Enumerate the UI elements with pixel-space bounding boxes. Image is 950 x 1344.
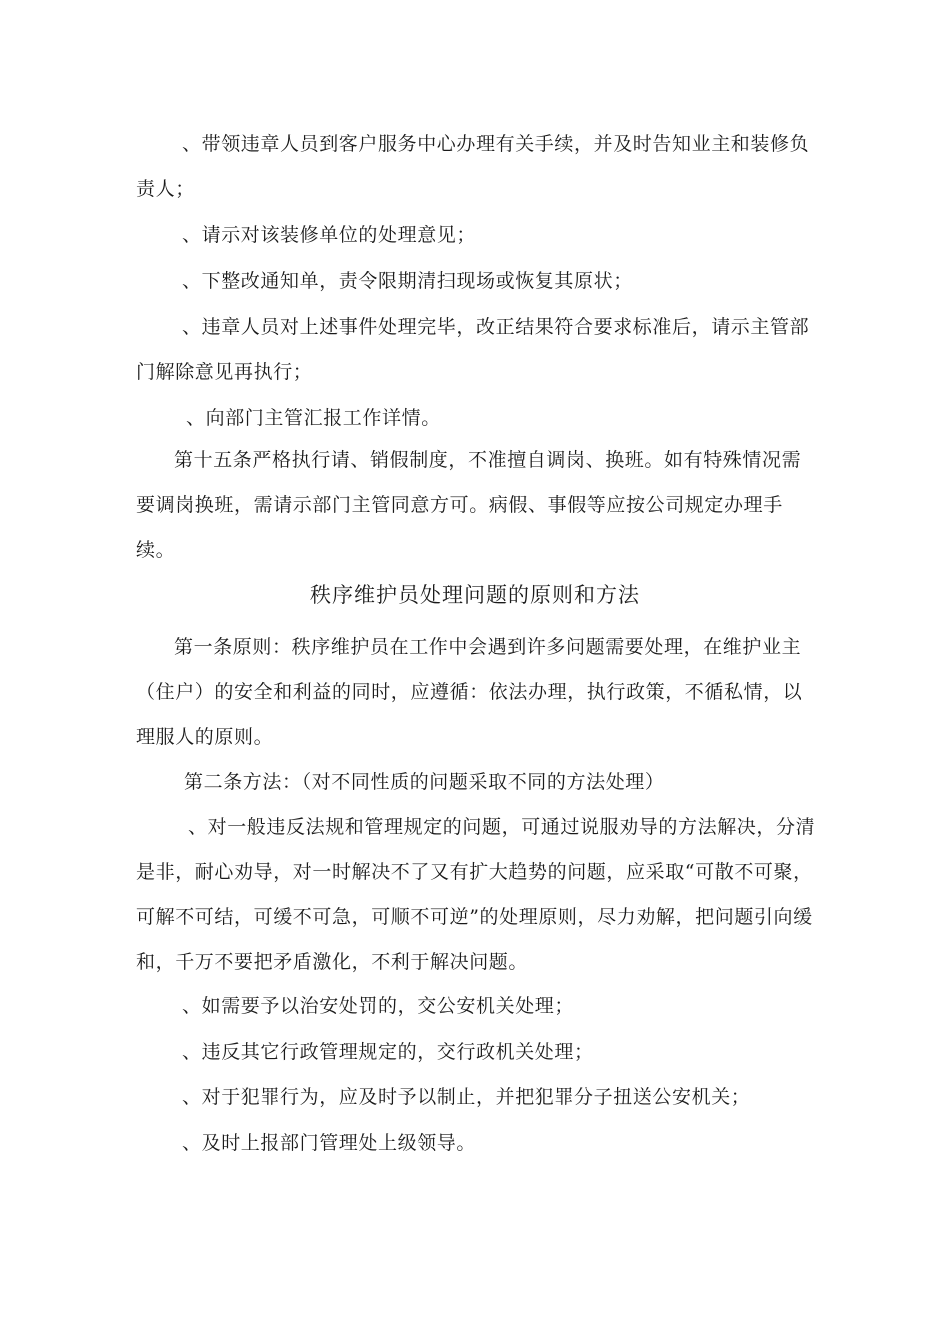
- paragraph-article-2-method: 第二条方法：（对不同性质的问题采取不同的方法处理）: [184, 771, 665, 793]
- paragraph-article-1-principle: 第一条原则：秩序维护员在工作中会遇到许多问题需要处理，在维护业主（住户）的安全和利益的同时，应遵循：依法办理，执行政策，不循私情，以理服人的原则。: [136, 636, 803, 748]
- paragraph-rectification-notice: 、下整改通知单，责令限期清扫现场或恢复其原状；: [182, 270, 633, 292]
- paragraph-request-opinion: 、请示对该装修单位的处理意见；: [182, 224, 477, 246]
- paragraph-report-leadership: 、及时上报部门管理处上级领导。: [182, 1132, 477, 1154]
- paragraph-article-15: 第十五条严格执行请、销假制度，不准擅自调岗、换班。如有特殊情况需要调岗换班，需请示部门主管同意方可。病假、事假等应按公司规定办理手续。: [136, 449, 802, 561]
- paragraph-criminal-acts: 、对于犯罪行为，应及时予以制止，并把犯罪分子扭送公安机关；: [182, 1086, 751, 1108]
- section-title: 秩序维护员处理问题的原则和方法: [310, 583, 640, 607]
- paragraph-public-security-penalty: 、如需要予以治安处罚的，交公安机关处理；: [182, 995, 575, 1017]
- paragraph-report-to-supervisor: 、向部门主管汇报工作详情。: [186, 407, 441, 429]
- paragraph-administrative-violation: 、违反其它行政管理规定的，交行政机关处理；: [182, 1041, 594, 1063]
- paragraph-violation-resolved: 、违章人员对上述事件处理完毕，改正结果符合要求标准后，请示主管部门解除意见再执行；: [136, 316, 810, 383]
- paragraph-method-persuasion: 、对一般违反法规和管理规定的问题，可通过说服劝导的方法解决，分清是非，耐心劝导，对一时解决不了又有扩大趋势的问题，应采取“可散不可聚，可解不可结，可缓不可急，可顺不可逆”的处理原则，尽力劝解，把问题引向缓和，千万不要把矛盾激化，不利于解决问题。: [136, 816, 816, 973]
- paragraph-escort-violators: 、带领违章人员到客户服务中心办理有关手续，并及时告知业主和装修负责人；: [136, 133, 810, 200]
